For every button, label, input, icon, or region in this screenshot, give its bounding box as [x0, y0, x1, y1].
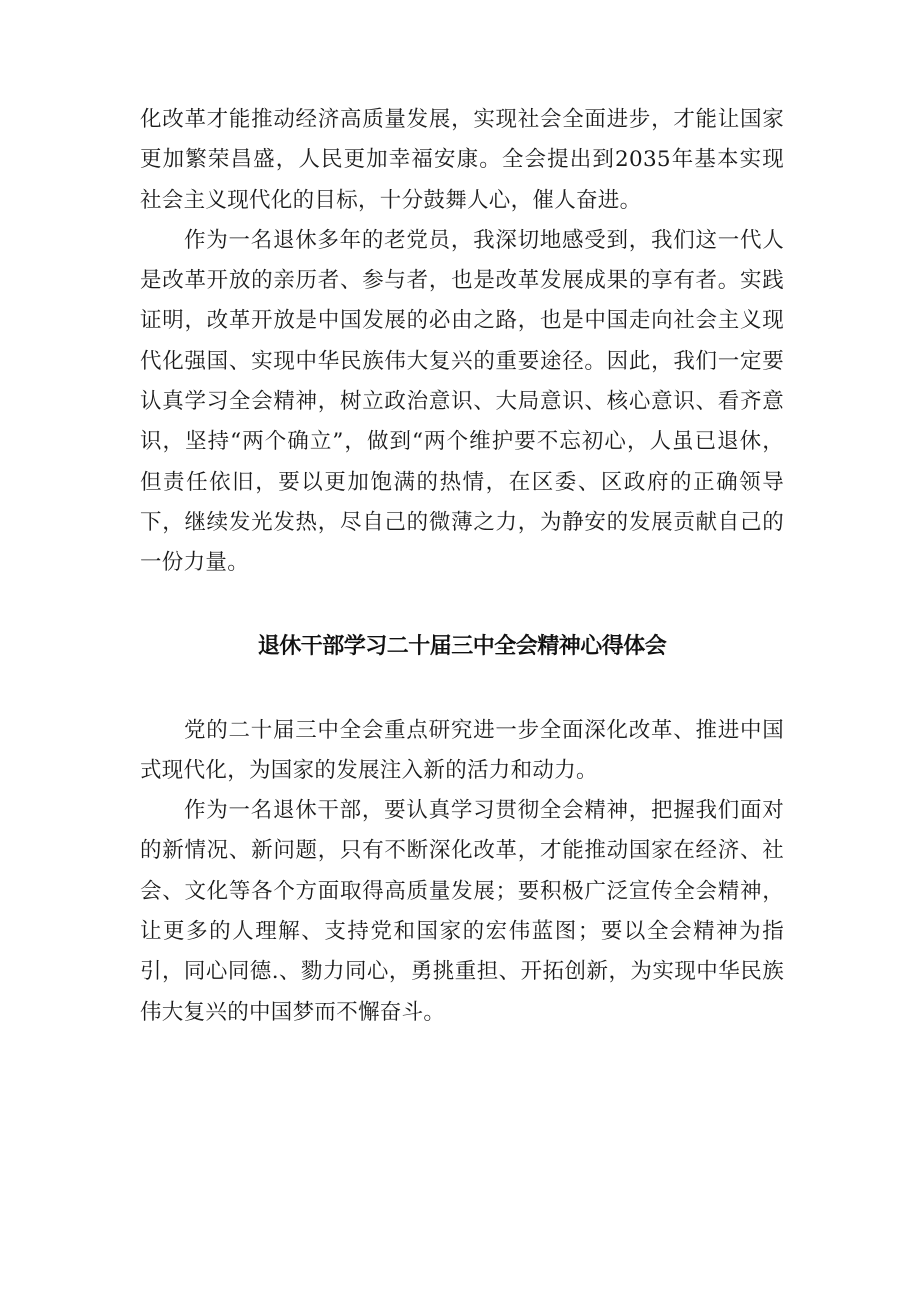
section-title: 退休干部学习二十届三中全会精神心得体会	[257, 633, 667, 659]
paragraph-plenum-summary: 党的二十届三中全会重点研究进一步全面深化改革、推进中国式现代化，为国家的发展注入新的活力和动力。	[140, 717, 784, 783]
paragraph-retired-member-reflection: 作为一名退休多年的老党员，我深切地感受到，我们这一代人是改革开放的亲历者、参与者，也是改革发展成果的享有者。实践证明，改革开放是中国发展的必由之路，也是中国走向社会主义现代化强国、实现中华民族伟大复兴的重要途径。因此，我们一定要认真学习全会精神，树立政治意识、大局意识、核心意识、看齐意识，坚持“两个确立”，做到“两个维护要不忘初心，人虽已退休，但责任依旧，要以更加饱满的热情，在区委、区政府的正确领导下，继续发光发热，尽自己的微薄之力，为静安的发展贡献自己的一份力量。	[140, 227, 784, 576]
document-body	[140, 100, 784, 1033]
paragraph-retired-cadre-commitment: 作为一名退休干部，要认真学习贯彻全会精神，把握我们面对的新情况、新问题，只有不断深化改革，才能推动国家在经济、社会、文化等各个方面取得高质量发展；要积极广泛宣传全会精神，让更多的人理解、支持党和国家的宏伟蓝图；要以全会精神为指引，同心同德.、勠力同心，勇挑重担、开拓创新，为实现中华民族伟大复兴的中国梦而不懈奋斗。	[140, 798, 784, 1025]
paragraph-continuation: 化改革才能推动经济高质量发展，实现社会全面进步，才能让国家更加繁荣昌盛，人民更加幸福安康。全会提出到2035年基本实现社会主义现代化的目标，十分鼓舞人心，催人奋进。	[140, 107, 784, 213]
